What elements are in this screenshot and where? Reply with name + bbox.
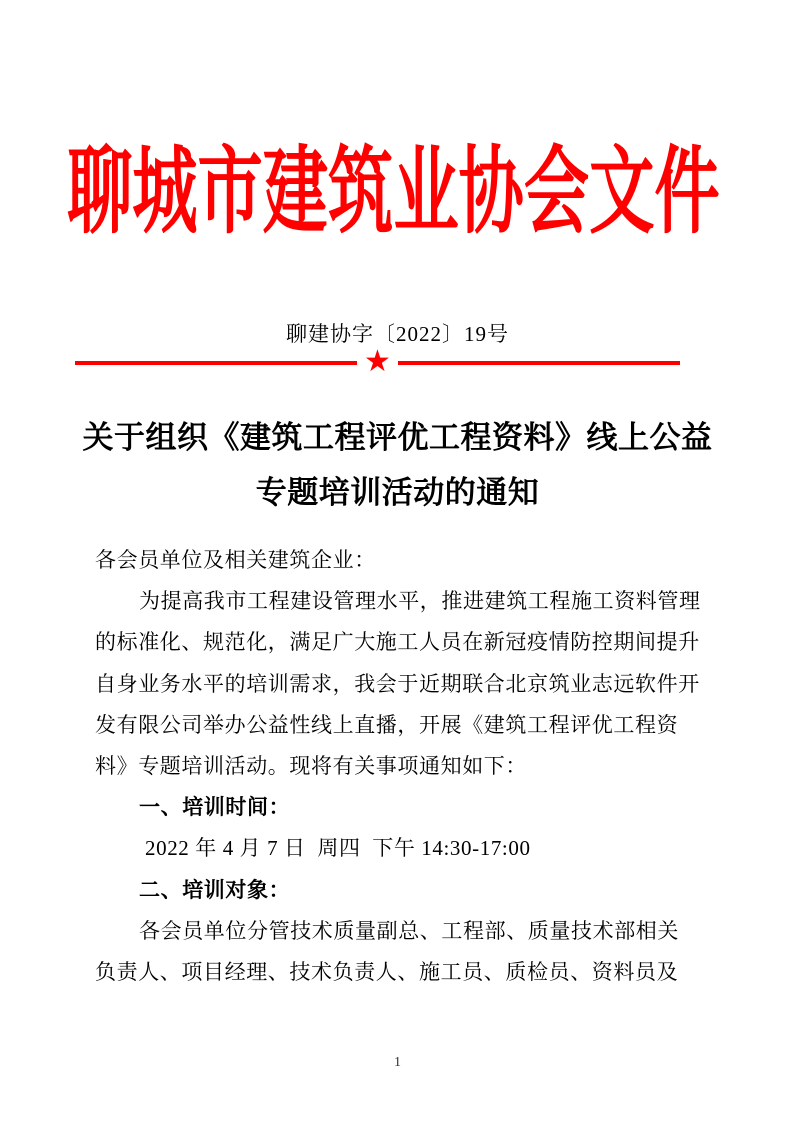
section-heading-training-audience: 二、培训对象：	[139, 878, 291, 902]
notice-title	[0, 410, 795, 520]
red-divider	[75, 347, 680, 379]
body-line: 为提高我市工程建设管理水平，推进建筑工程施工资料管理	[139, 589, 701, 614]
body-line: 各会员单位分管技术质量副总、工程部、质量技术部相关	[139, 918, 679, 943]
divider-line-left	[75, 361, 357, 365]
section-heading-training-time: 一、培训时间：	[139, 796, 291, 820]
body-line: 的标准化、规范化，满足广大施工人员在新冠疫情防控期间提升	[95, 630, 700, 655]
divider-line-right	[398, 361, 680, 365]
page-number: 1	[394, 1055, 401, 1070]
body-line: 发有限公司举办公益性线上直播，开展《建筑工程评优工程资	[95, 712, 679, 737]
document-number: 聊建协字〔2022〕19号	[286, 322, 509, 346]
body-line: 料》专题培训活动。现将有关事项通知如下：	[95, 754, 527, 779]
notice-body	[95, 540, 710, 993]
training-time-value: 2022 年 4 月 7 日 周四 下午 14:30-17:00	[145, 836, 531, 861]
notice-title-line-1: 关于组织《建筑工程评优工程资料》线上公益	[82, 420, 713, 455]
letterhead-title: 聊城市建筑业协会文件	[67, 139, 720, 245]
body-line: 自身业务水平的培训需求，我会于近期联合北京筑业志远软件开	[95, 671, 700, 696]
notice-title-line-2: 专题培训活动的通知	[255, 475, 540, 510]
salutation-line: 各会员单位及相关建筑企业：	[95, 548, 376, 572]
star-icon: ★	[364, 345, 391, 378]
body-line: 负责人、项目经理、技术负责人、施工员、质检员、资料员及	[95, 960, 679, 985]
